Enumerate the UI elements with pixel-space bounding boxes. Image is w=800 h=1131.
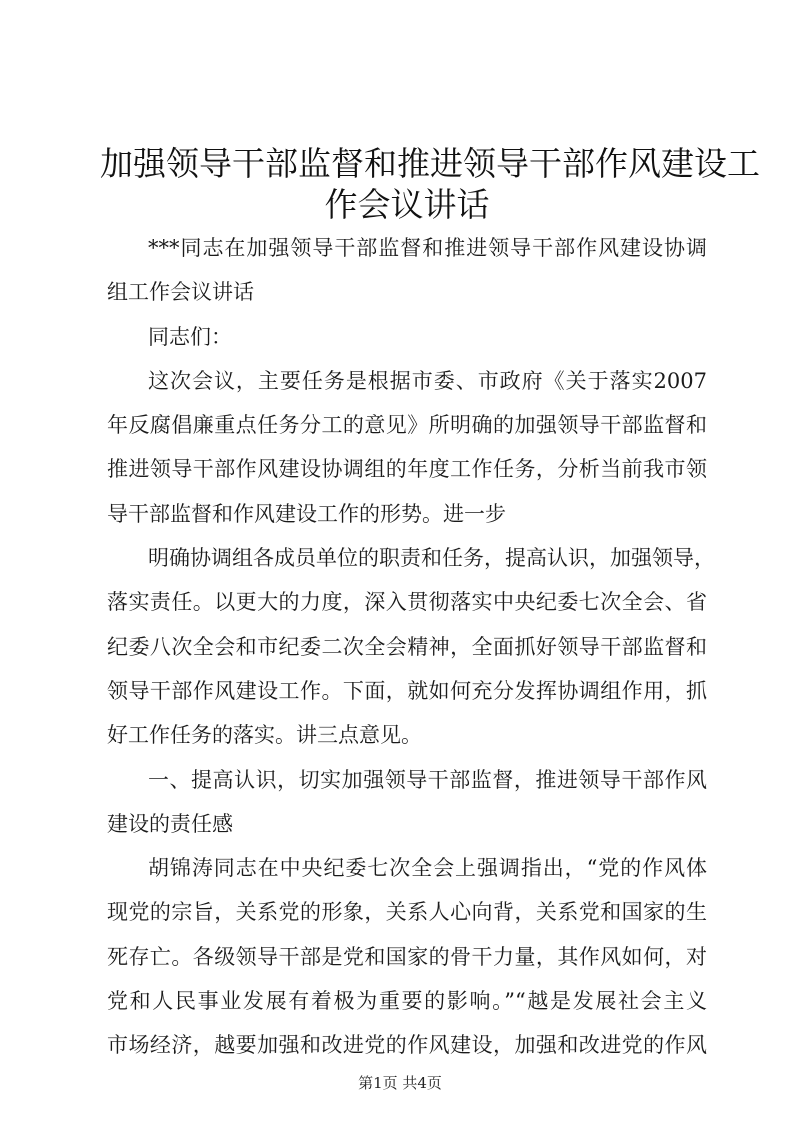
body-line: 现党的宗旨，关系党的形象，关系人心向背，关系党和国家的生 [107, 900, 707, 925]
body-line: ***同志在加强领导干部监督和推进领导干部作风建设协调 [148, 236, 707, 260]
body-line: 明确协调组各成员单位的职责和任务，提高认识，加强领导， [148, 546, 715, 571]
body-line: 这次会议，主要任务是根据市委、市政府《关于落实2007 [148, 368, 707, 393]
title-line: 作会议讲话 [324, 185, 490, 224]
body-line: 领导干部作风建设工作。下面，就如何充分发挥协调组作用，抓 [107, 678, 707, 703]
body-line: 好工作任务的落实。讲三点意见。 [107, 723, 422, 748]
section-heading-line: 一、提高认识，切实加强领导干部监督，推进领导干部作风 [148, 767, 707, 792]
title-line: 加强领导干部监督和推进领导干部作风建设工 [100, 144, 760, 183]
body-line: 死存亡。各级领导干部是党和国家的骨干力量，其作风如何，对 [107, 944, 707, 969]
body-line: 同志们： [148, 324, 232, 349]
body-line: 市场经济，越要加强和改进党的作风建设，加强和改进党的作风 [107, 1033, 707, 1058]
body-line: 推进领导干部作风建设协调组的年度工作任务，分析当前我市领 [107, 457, 707, 482]
body-line: 党和人民事业发展有着极为重要的影响。”“越是发展社会主义 [107, 989, 707, 1014]
document-title [100, 143, 760, 225]
section-heading-line: 建设的责任感 [107, 811, 233, 836]
body-line: 纪委八次全会和市纪委二次全会精神，全面抓好领导干部监督和 [107, 634, 707, 659]
body-line: 胡锦涛同志在中央纪委七次全会上强调指出，“党的作风体 [148, 856, 707, 881]
body-line: 组工作会议讲话 [107, 280, 254, 305]
body-line: 年反腐倡廉重点任务分工的意见》所明确的加强领导干部监督和 [107, 413, 707, 438]
page-number: 第1页 共4页 [358, 1074, 442, 1092]
body-line: 落实责任。以更大的力度，深入贯彻落实中央纪委七次全会、省 [107, 590, 707, 615]
document-body [107, 226, 715, 1068]
body-line: 导干部监督和作风建设工作的形势。进一步 [107, 501, 506, 526]
